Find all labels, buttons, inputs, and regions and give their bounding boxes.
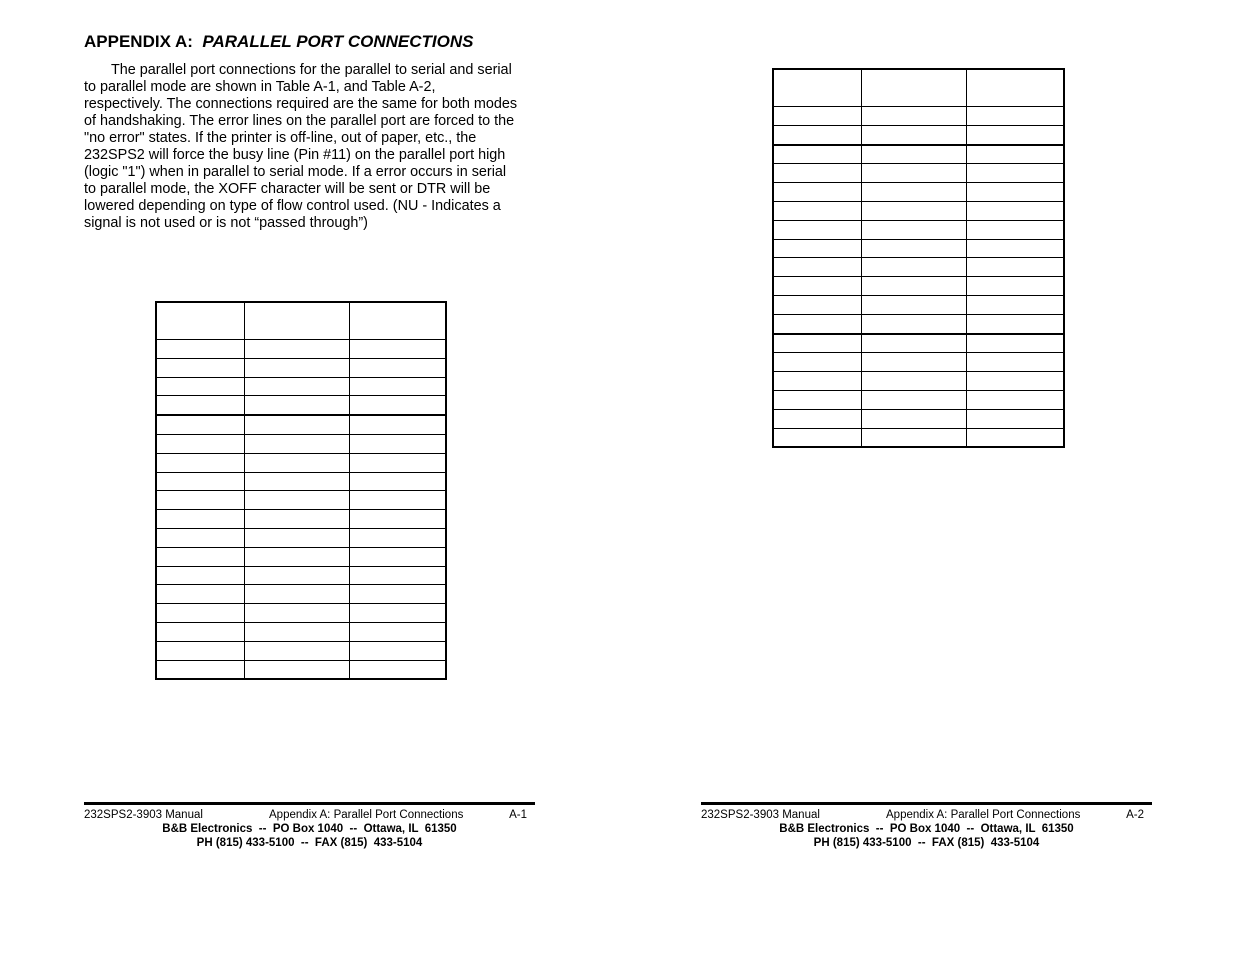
table-cell	[861, 390, 966, 409]
table-cell	[156, 641, 244, 660]
table-cell	[861, 145, 966, 164]
table-cell	[861, 258, 966, 277]
footer-row	[84, 808, 535, 822]
table-cell	[773, 390, 861, 409]
table-row	[156, 660, 446, 679]
table-row	[773, 201, 1064, 220]
table-row	[156, 340, 446, 359]
table-cell	[861, 220, 966, 239]
table-cell	[773, 107, 861, 126]
table-cell	[773, 183, 861, 202]
table-row	[773, 164, 1064, 183]
table-row	[156, 641, 446, 660]
table-cell	[156, 396, 244, 415]
table-cell	[244, 396, 349, 415]
table-cell	[244, 302, 349, 340]
table-cell	[966, 220, 1064, 239]
table-cell	[966, 164, 1064, 183]
table-cell	[861, 239, 966, 258]
table-cell	[773, 295, 861, 314]
paragraph-line: respectively. The connections required are the same for both modes	[84, 96, 518, 112]
table-cell	[966, 69, 1064, 107]
table-cell	[773, 428, 861, 447]
table-row	[773, 390, 1064, 409]
table-row	[773, 334, 1064, 353]
table-cell	[244, 528, 349, 547]
table-cell	[156, 622, 244, 641]
paragraph-line: lowered depending on type of flow control used. (NU - Indicates a	[84, 198, 501, 214]
footer-phone: PH (815) 433-5100 -- FAX (815) 433-5104	[813, 837, 1040, 849]
table-row	[773, 145, 1064, 164]
table-row	[773, 353, 1064, 372]
table-cell	[349, 453, 446, 472]
paragraph-line: 232SPS2 will force the busy line (Pin #11) on the parallel port high	[84, 147, 506, 163]
footer-phone: PH (815) 433-5100 -- FAX (815) 433-5104	[196, 837, 423, 849]
table-cell	[156, 302, 244, 340]
table-cell	[966, 314, 1064, 333]
table-cell	[773, 145, 861, 164]
table-row	[156, 510, 446, 529]
table-cell	[773, 314, 861, 333]
table-cell	[861, 353, 966, 372]
table-header-row	[156, 302, 446, 340]
table-cell	[156, 358, 244, 377]
table-row	[773, 125, 1064, 144]
table-a2	[772, 68, 1065, 448]
table-row	[773, 258, 1064, 277]
paragraph-line: to parallel mode are shown in Table A-1, and Table A-2,	[84, 79, 436, 95]
table-cell	[773, 277, 861, 296]
table-cell	[244, 340, 349, 359]
table-cell	[244, 641, 349, 660]
table-cell	[156, 415, 244, 434]
table-cell	[156, 585, 244, 604]
table-cell	[773, 201, 861, 220]
table-cell	[349, 547, 446, 566]
intro-paragraph	[84, 62, 534, 232]
table-cell	[966, 145, 1064, 164]
table-cell	[244, 510, 349, 529]
table-cell	[966, 201, 1064, 220]
table-cell	[244, 377, 349, 396]
paragraph-line: (logic "1") when in parallel to serial mode. If a error occurs in serial	[84, 164, 507, 180]
table-cell	[773, 164, 861, 183]
table-cell	[244, 622, 349, 641]
table-row	[156, 434, 446, 453]
table-cell	[861, 372, 966, 391]
table-cell	[861, 125, 966, 144]
table-cell	[966, 295, 1064, 314]
table-a2-body	[773, 69, 1064, 447]
table-cell	[349, 566, 446, 585]
table-cell	[966, 183, 1064, 202]
table-cell	[349, 377, 446, 396]
table-cell	[349, 358, 446, 377]
table-row	[156, 377, 446, 396]
appendix-heading	[84, 32, 473, 52]
table-row	[156, 622, 446, 641]
footer-page-number: A-1	[509, 809, 527, 821]
table-row	[156, 453, 446, 472]
paragraph-line: "no error" states. If the printer is off-line, out of paper, etc., the	[84, 130, 477, 146]
table-cell	[773, 125, 861, 144]
table-cell	[244, 547, 349, 566]
table-cell	[244, 585, 349, 604]
table-cell	[244, 604, 349, 623]
footer-manual: 232SPS2-3903 Manual	[84, 809, 203, 821]
table-row	[773, 277, 1064, 296]
table-row	[773, 107, 1064, 126]
table-row	[773, 295, 1064, 314]
table-cell	[349, 641, 446, 660]
table-cell	[861, 69, 966, 107]
footer-right	[701, 802, 1152, 850]
paragraph-line: The parallel port connections for the parallel to serial and serial	[111, 62, 512, 78]
table-cell	[244, 491, 349, 510]
table-a1-body	[156, 302, 446, 679]
paragraph-line: of handshaking. The error lines on the parallel port are forced to the	[84, 113, 515, 129]
table-cell	[349, 622, 446, 641]
table-cell	[966, 258, 1064, 277]
table-cell	[349, 434, 446, 453]
table-row	[156, 528, 446, 547]
table-cell	[861, 277, 966, 296]
table-cell	[156, 434, 244, 453]
table-cell	[349, 396, 446, 415]
table-cell	[773, 220, 861, 239]
table-cell	[244, 415, 349, 434]
table-cell	[966, 409, 1064, 428]
footer-address: B&B Electronics -- PO Box 1040 -- Ottawa, IL 61350	[779, 823, 1074, 835]
table-header-row	[773, 69, 1064, 107]
table-cell	[156, 491, 244, 510]
table-cell	[156, 547, 244, 566]
table-cell	[349, 585, 446, 604]
table-row	[156, 604, 446, 623]
table-cell	[156, 566, 244, 585]
table-cell	[966, 372, 1064, 391]
table-row	[773, 314, 1064, 333]
footer-manual: 232SPS2-3903 Manual	[701, 809, 820, 821]
table-cell	[773, 334, 861, 353]
table-row	[156, 566, 446, 585]
table-cell	[349, 472, 446, 491]
table-row	[773, 239, 1064, 258]
table-cell	[244, 472, 349, 491]
table-cell	[861, 295, 966, 314]
table-cell	[861, 314, 966, 333]
table-cell	[349, 340, 446, 359]
table-cell	[773, 353, 861, 372]
table-cell	[156, 340, 244, 359]
table-cell	[349, 302, 446, 340]
footer-row	[701, 808, 1152, 822]
table-row	[156, 358, 446, 377]
table-cell	[861, 183, 966, 202]
table-a1	[155, 301, 447, 680]
table-cell	[773, 372, 861, 391]
table-row	[773, 409, 1064, 428]
table-cell	[244, 660, 349, 679]
footer-page-number: A-2	[1126, 809, 1144, 821]
table-row	[156, 547, 446, 566]
table-cell	[966, 428, 1064, 447]
table-cell	[861, 428, 966, 447]
table-cell	[773, 239, 861, 258]
table-row	[156, 491, 446, 510]
table-cell	[861, 334, 966, 353]
table-cell	[244, 453, 349, 472]
table-cell	[156, 660, 244, 679]
table-cell	[966, 107, 1064, 126]
table-cell	[349, 491, 446, 510]
heading-title: PARALLEL PORT CONNECTIONS	[202, 32, 474, 51]
footer-left	[84, 802, 535, 850]
table-cell	[156, 604, 244, 623]
table-cell	[966, 334, 1064, 353]
table-cell	[966, 353, 1064, 372]
table-row	[156, 396, 446, 415]
table-row	[773, 183, 1064, 202]
footer-address: B&B Electronics -- PO Box 1040 -- Ottawa, IL 61350	[162, 823, 457, 835]
table-row	[156, 415, 446, 434]
table-cell	[861, 164, 966, 183]
table-row	[773, 428, 1064, 447]
table-row	[773, 372, 1064, 391]
table-cell	[966, 125, 1064, 144]
table-cell	[244, 358, 349, 377]
heading-prefix: APPENDIX A:	[84, 32, 193, 51]
table-cell	[966, 239, 1064, 258]
paragraph-line: to parallel mode, the XOFF character will be sent or DTR will be	[84, 181, 491, 197]
table-cell	[349, 415, 446, 434]
table-cell	[773, 409, 861, 428]
table-cell	[861, 409, 966, 428]
paragraph-line: signal is not used or is not “passed through”)	[84, 215, 368, 231]
table-cell	[861, 107, 966, 126]
table-cell	[349, 604, 446, 623]
table-cell	[156, 472, 244, 491]
table-cell	[156, 510, 244, 529]
table-cell	[156, 528, 244, 547]
table-cell	[244, 434, 349, 453]
footer-section: Appendix A: Parallel Port Connections	[886, 809, 1081, 821]
table-cell	[156, 453, 244, 472]
table-cell	[156, 377, 244, 396]
table-row	[156, 472, 446, 491]
table-cell	[349, 510, 446, 529]
table-cell	[966, 277, 1064, 296]
table-cell	[861, 201, 966, 220]
table-row	[773, 220, 1064, 239]
table-cell	[773, 258, 861, 277]
table-cell	[244, 566, 349, 585]
table-cell	[966, 390, 1064, 409]
table-cell	[349, 528, 446, 547]
table-row	[156, 585, 446, 604]
footer-section: Appendix A: Parallel Port Connections	[269, 809, 464, 821]
table-cell	[773, 69, 861, 107]
table-cell	[349, 660, 446, 679]
